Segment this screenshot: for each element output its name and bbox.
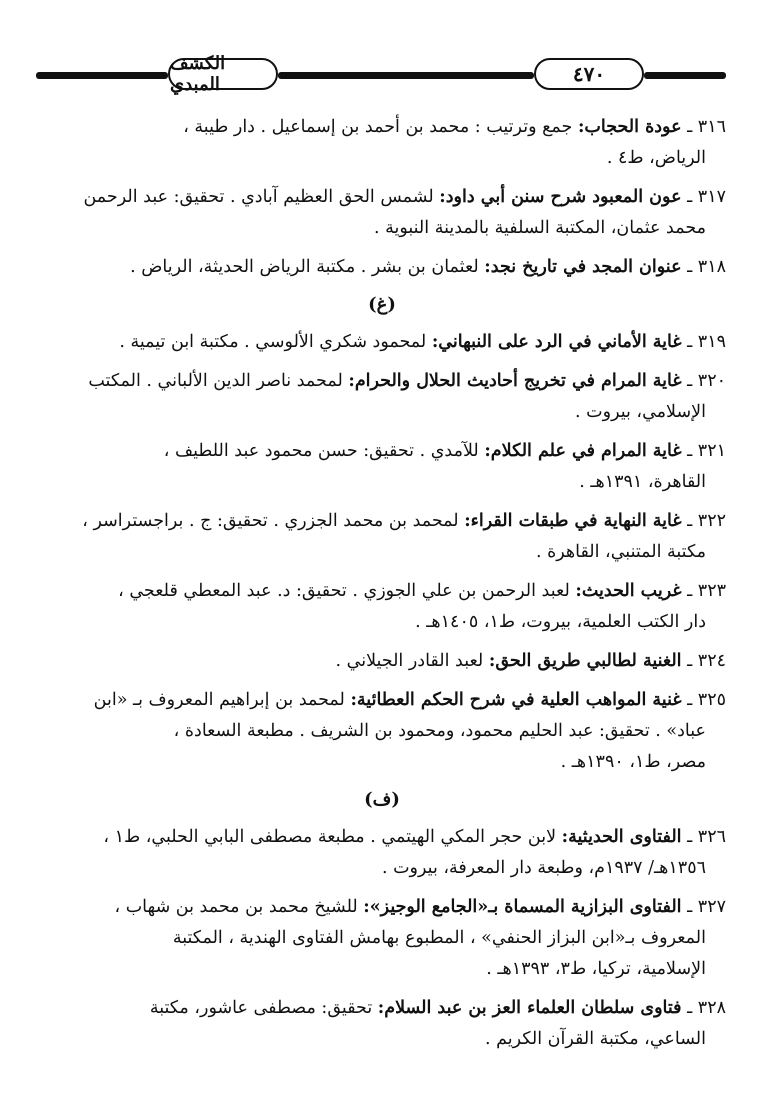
- entry-text: دار الكتب العلمية، بيروت، ط١، ١٤٠٥هـ .: [415, 612, 706, 632]
- bibliography-entry: [38, 822, 726, 884]
- entry-title: الغنية لطالبي طريق الحق:: [488, 651, 682, 671]
- entry-text: المعروف بـ«ابن البزاز الحنفي» ، المطبوع بهامش الفتاوى الهندية ، المكتبة: [172, 928, 706, 948]
- running-title: الكشف المبدي: [170, 53, 226, 95]
- entry-number: ٣١٩: [697, 332, 726, 352]
- header-rule-middle: [278, 72, 534, 79]
- entry-title: الفتاوى الحديثية:: [561, 827, 682, 847]
- entry-text: ١٣٥٦هـ/ ١٩٣٧م، وطبعة دار المعرفة، بيروت .: [381, 858, 706, 878]
- entry-text: للشيخ محمد بن محمد بن شهاب ،: [114, 897, 358, 917]
- bibliography-entry: [38, 646, 726, 677]
- running-header: [36, 53, 726, 96]
- section-heading: (غ): [368, 294, 396, 315]
- entry-line: ٣٢٨ ـ فتاوى سلطان العلماء العز بن عبد السلام: تحقيق: مصطفى عاشور، مكتبة: [149, 998, 726, 1018]
- entry-line: ٣١٨ ـ عنوان المجد في تاريخ نجد: لعثمان بن بشر . مكتبة الرياض الحديثة، الرياض .: [130, 257, 726, 277]
- entry-number: ٣٢٨: [697, 998, 726, 1018]
- entry-text: لمحمد بن إبراهيم المعروف بـ «ابن: [93, 690, 345, 710]
- bibliography-entry: [38, 436, 726, 498]
- entry-title: غنية المواهب العلية في شرح الحكم العطائية:: [350, 690, 682, 710]
- entry-text: لابن حجر المكي الهيتمي . مطبعة مصطفى البابي الحلبي، ط١ ،: [103, 827, 557, 847]
- entry-number: ٣١٨: [697, 257, 726, 277]
- entry-text: الساعي، مكتبة القرآن الكريم .: [484, 1029, 706, 1049]
- entry-title: الفتاوى البزازية المسماة بـ«الجامع الوجيز»:: [363, 897, 682, 917]
- entry-line: ٣٢٣ ـ غريب الحديث: لعبد الرحمن بن علي الجوزي . تحقيق: د. عبد المعطي قلعجي ،: [118, 581, 726, 601]
- entry-line: [38, 1024, 726, 1055]
- entry-title: عودة الحجاب:: [577, 117, 682, 137]
- entry-number: ٣١٦: [697, 117, 726, 137]
- entry-text: الإسلامي، بيروت .: [575, 402, 706, 422]
- page-number-pill: [534, 58, 644, 90]
- entry-number: ٣٢٠: [697, 371, 726, 391]
- entry-text: عباد» . تحقيق: عبد الحليم محمود، ومحمود بن الشريف . مطبعة السعادة ،: [173, 721, 706, 741]
- entry-line: [38, 213, 726, 244]
- entry-line: ٣٢١ ـ غاية المرام في علم الكلام: للآمدي . تحقيق: حسن محمود عبد اللطيف ،: [163, 441, 726, 461]
- entry-number: ٣٢٧: [697, 897, 726, 917]
- running-title-pill: [168, 53, 278, 95]
- entry-line: ٣٢٧ ـ الفتاوى البزازية المسماة بـ«الجامع الوجيز»: للشيخ محمد بن محمد بن شهاب ،: [114, 897, 726, 917]
- entry-number: ٣١٧: [697, 187, 726, 207]
- entry-title: غاية المرام في علم الكلام:: [484, 441, 682, 461]
- entry-number: ٣٢١: [697, 441, 726, 461]
- entry-number: ٣٢٥: [697, 690, 726, 710]
- entry-line: [38, 954, 726, 985]
- entry-line: [38, 747, 726, 778]
- entry-text: محمد عثمان، المكتبة السلفية بالمدينة النبوية .: [373, 218, 706, 238]
- bibliography-entry: [38, 993, 726, 1055]
- entry-line: [38, 923, 726, 954]
- entry-line: ٣٢٢ ـ غاية النهاية في طبقات القراء: لمحمد بن محمد الجزري . تحقيق: ج . براجستراسر ،: [82, 511, 726, 531]
- entry-text: لشمس الحق العظيم آبادي . تحقيق: عبد الرحمن: [83, 187, 434, 207]
- entry-text: تحقيق: مصطفى عاشور، مكتبة: [149, 998, 373, 1018]
- entry-text: مكتبة المتنبي، القاهرة .: [535, 542, 706, 562]
- entry-line: ٣١٩ ـ غاية الأماني في الرد على النبهاني: لمحمود شكري الألوسي . مكتبة ابن تيمية .: [119, 332, 726, 352]
- entry-text: الرياض، ط٤ .: [606, 148, 706, 168]
- entry-text: جمع وترتيب : محمد بن أحمد بن إسماعيل . دار طيبة ،: [183, 117, 573, 137]
- entry-number: ٣٢٢: [697, 511, 726, 531]
- entry-line: ٣٢٠ ـ غاية المرام في تخريج أحاديث الحلال والحرام: لمحمد ناصر الدين الألباني . المكتب: [88, 371, 726, 391]
- entry-text: لعثمان بن بشر . مكتبة الرياض الحديثة، الرياض .: [130, 257, 479, 277]
- bibliography-entry: [38, 892, 726, 985]
- bibliography-entry: [38, 327, 726, 358]
- entry-line: ٣١٧ ـ عون المعبود شرح سنن أبي داود: لشمس الحق العظيم آبادي . تحقيق: عبد الرحمن: [83, 187, 726, 207]
- entry-text: مصر، ط١، ١٣٩٠هـ .: [560, 752, 706, 772]
- entry-text: الإسلامية، تركيا، ط٣، ١٣٩٣هـ .: [486, 959, 706, 979]
- entry-title: غاية النهاية في طبقات القراء:: [464, 511, 682, 531]
- entry-line: [38, 853, 726, 884]
- bibliography-entry: [38, 576, 726, 638]
- entry-text: لمحمد بن محمد الجزري . تحقيق: ج . براجستراسر ،: [82, 511, 459, 531]
- header-rule-right: [644, 72, 726, 79]
- entry-title: فتاوى سلطان العلماء العز بن عبد السلام:: [377, 998, 682, 1018]
- entry-text: لعبد الرحمن بن علي الجوزي . تحقيق: د. عبد المعطي قلعجي ،: [118, 581, 570, 601]
- entry-line: ٣٢٦ ـ الفتاوى الحديثية: لابن حجر المكي الهيتمي . مطبعة مصطفى البابي الحلبي، ط١ ،: [103, 827, 726, 847]
- entry-title: عنوان المجد في تاريخ نجد:: [484, 257, 682, 277]
- bibliography-entry: [38, 685, 726, 778]
- bibliography-entry: [38, 366, 726, 428]
- bibliography-entry: [38, 182, 726, 244]
- entry-number: ٣٢٦: [697, 827, 726, 847]
- entry-title: غاية الأماني في الرد على النبهاني:: [431, 332, 682, 352]
- bibliography-entry: [38, 252, 726, 283]
- section-heading: (ف): [364, 789, 400, 810]
- entry-line: [38, 607, 726, 638]
- entry-title: غريب الحديث:: [575, 581, 682, 601]
- entry-text: للآمدي . تحقيق: حسن محمود عبد اللطيف ،: [163, 441, 479, 461]
- entry-text: لمحمود شكري الألوسي . مكتبة ابن تيمية .: [119, 332, 427, 352]
- entry-number: ٣٢٤: [697, 651, 726, 671]
- header-rule-left: [36, 72, 168, 79]
- entry-title: عون المعبود شرح سنن أبي داود:: [439, 187, 682, 207]
- entry-text: القاهرة، ١٣٩١هـ .: [579, 472, 706, 492]
- entry-text: لعبد القادر الجيلاني .: [335, 651, 484, 671]
- entry-line: ٣٢٤ ـ الغنية لطالبي طريق الحق: لعبد القادر الجيلاني .: [335, 651, 726, 671]
- entry-number: ٣٢٣: [697, 581, 726, 601]
- entry-text: لمحمد ناصر الدين الألباني . المكتب: [88, 371, 343, 391]
- entry-title: غاية المرام في تخريج أحاديث الحلال والحرام:: [348, 371, 682, 391]
- bibliography-entry: [38, 112, 726, 174]
- entry-line: [38, 397, 726, 428]
- entry-line: [38, 143, 726, 174]
- entry-line: ٣٢٥ ـ غنية المواهب العلية في شرح الحكم العطائية: لمحمد بن إبراهيم المعروف بـ «ابن: [93, 690, 726, 710]
- bibliography-entry: [38, 506, 726, 568]
- bibliography-body: [38, 112, 726, 1063]
- entry-line: [38, 467, 726, 498]
- entry-line: [38, 537, 726, 568]
- entry-line: ٣١٦ ـ عودة الحجاب: جمع وترتيب : محمد بن أحمد بن إسماعيل . دار طيبة ،: [183, 117, 726, 137]
- entry-line: [38, 716, 726, 747]
- page-number: ٤٧٠: [572, 62, 606, 86]
